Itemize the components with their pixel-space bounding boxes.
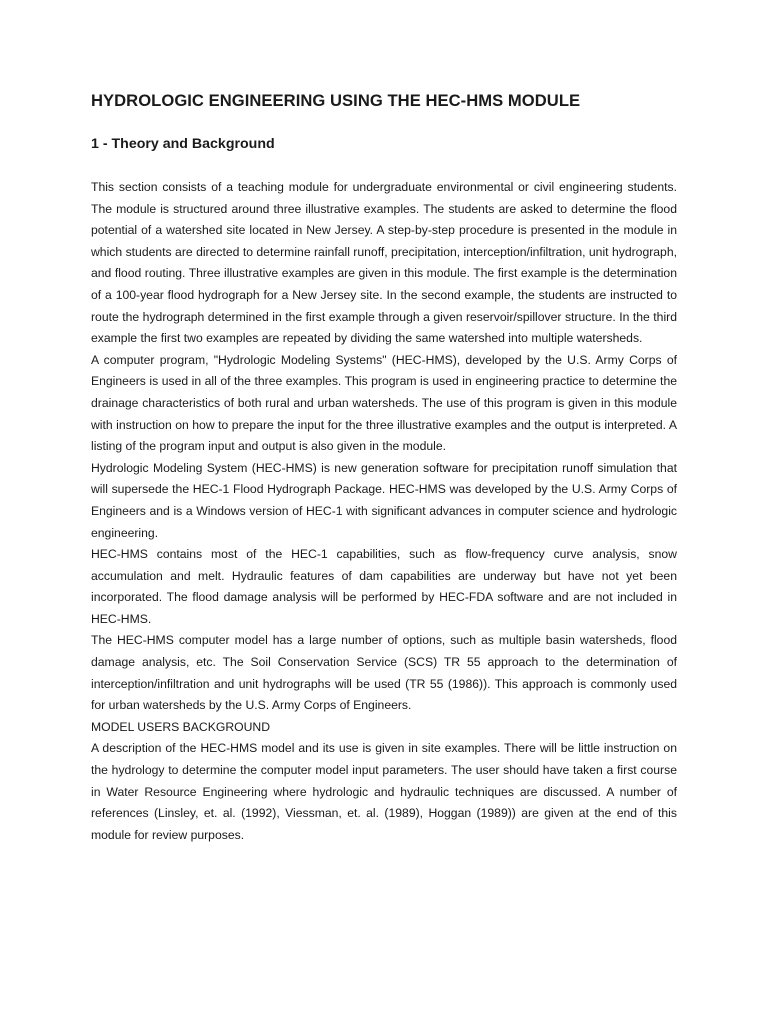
paragraph-computer-program: A computer program, "Hydrologic Modeling Systems" (HEC-HMS), developed by the U.S. Army Corps of Engineers is used in all of the three examples. This program is used in engineering practice to determine the drainage characteristics of both rural and urban watersheds. The use of this program is given in this module with instruction on how to prepare the input for the three illustrative examples and the output is interpreted. A listing of the program input and output is also given in the module. <box>91 352 677 454</box>
model-users-subheading: MODEL USERS BACKGROUND <box>91 719 271 734</box>
paragraph-model-options: The HEC-HMS computer model has a large number of options, such as multiple basin watersheds, flood damage analysis, etc. The Soil Conservation Service (SCS) TR 55 approach to the determination of interception/infiltration and unit hydrographs will be used (TR 55 (1986)). This approach is commonly used for urban watersheds by the U.S. Army Corps of Engineers. <box>91 633 677 713</box>
document-page <box>91 90 677 846</box>
paragraph-intro: This section consists of a teaching module for undergraduate environmental or civil engineering students. The module is structured around three illustrative examples. The students are asked to determine the flood potential of a watershed site located in New Jersey. A step-by-step procedure is presented in the module in which students are directed to determine rainfall runoff, precipitation, interception/infiltration, unit hydrograph, and flood routing. Three illustrative examples are given in this module. The first example is the determination of a 100-year flood hydrograph for a New Jersey site. In the second example, the students are instructed to route the hydrograph determined in the first example through a given reservoir/spillover structure. In the third example the first two examples are repeated by dividing the same watershed into multiple watersheds. <box>91 180 677 346</box>
document-body <box>91 177 677 846</box>
paragraph-hms-overview: Hydrologic Modeling System (HEC-HMS) is new generation software for precipitation runoff simulation that will supersede the HEC-1 Flood Hydrograph Package. HEC-HMS was developed by the U.S. Army Corps of Engineers and is a Windows version of HEC-1 with significant advances in computer science and hydrologic engineering. <box>91 460 677 540</box>
paragraph-users-background: A description of the HEC-HMS model and its use is given in site examples. There will be little instruction on the hydrology to determine the computer model input parameters. The user should have taken a first course in Water Resource Engineering where hydrologic and hydraulic techniques are discussed. A number of references (Linsley, et. al. (1992), Viessman, et. al. (1989), Hoggan (1989)) are given at the end of this module for review purposes. <box>91 741 677 842</box>
document-title: HYDROLOGIC ENGINEERING USING THE HEC-HMS MODULE <box>91 91 581 110</box>
section-heading: 1 - Theory and Background <box>91 136 275 152</box>
paragraph-hms-capabilities: HEC-HMS contains most of the HEC-1 capabilities, such as flow-frequency curve analysis, snow accumulation and melt. Hydraulic features of dam capabilities are underway but have not yet been incorporated. The flood damage analysis will be performed by HEC-FDA software and are not included in HEC-HMS. <box>91 547 677 626</box>
